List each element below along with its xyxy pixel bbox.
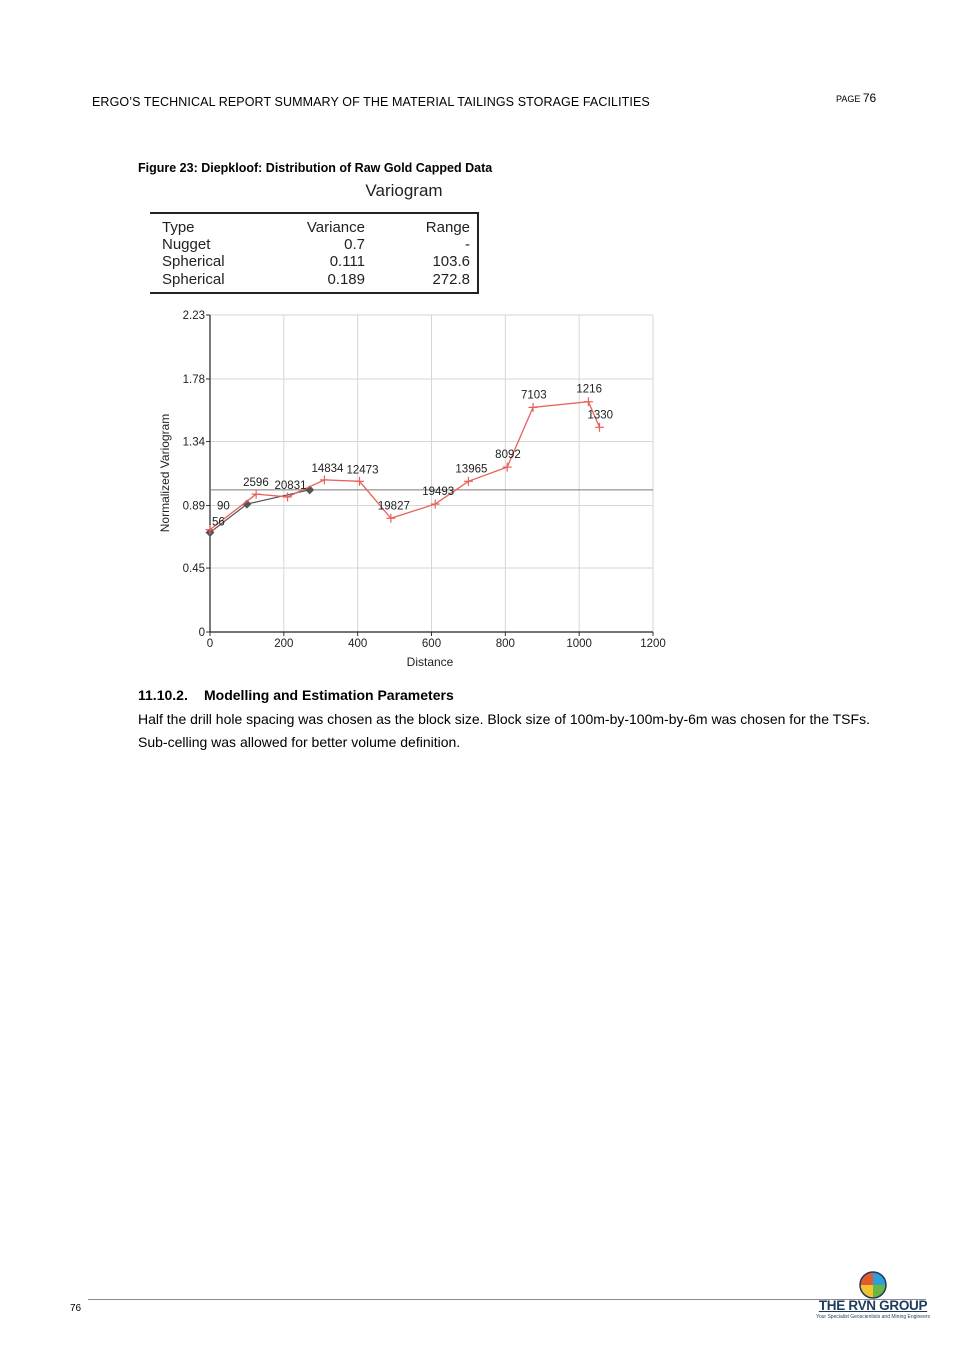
table-row-type: Spherical [162,253,225,270]
table-header-type: Type [162,219,195,236]
section-heading [138,687,454,703]
page-label: PAGE [836,94,861,104]
footer-divider [88,1299,926,1300]
point-label: 20831 [274,479,307,492]
point-label: 19493 [422,486,455,499]
y-tick-label: 0.89 [182,500,205,513]
rvn-logo [810,1268,936,1324]
table-header-range: Range [425,219,470,236]
table-row-range: 103.6 [432,253,470,270]
table-row-range: 272.8 [432,271,470,288]
x-tick-label: 400 [348,638,368,650]
section-number: 11.10.2. [138,687,188,703]
y-axis-label: Normalized Variogram [158,413,172,533]
x-tick-label: 600 [421,638,442,650]
page-indicator [836,91,876,105]
page-number: 76 [862,91,877,105]
table-row-variance: 0.189 [327,271,365,288]
y-tick-label: 0 [198,627,205,639]
table-row-variance: 0.7 [344,236,365,253]
body-paragraph: Half the drill hole spacing was chosen as the block size. Block size of 100m-by-100m-by-6m was chosen for the TSFs. [138,711,870,727]
rvn-logo-icon [858,1270,888,1300]
report-header-title: ERGO’S TECHNICAL REPORT SUMMARY OF THE MATERIAL TAILINGS STORAGE FACILITIES [92,95,650,109]
y-tick-label: 1.34 [182,436,205,449]
point-label: 1330 [587,409,614,422]
x-tick-label: 1200 [640,638,666,650]
model-table [150,213,478,293]
y-tick-label: 0.45 [182,563,205,576]
x-tick-label: 800 [495,638,515,650]
y-tick-label: 1.78 [182,373,205,386]
body-paragraph: Sub-celling was allowed for better volume definition. [138,734,461,750]
point-label: 7103 [521,389,547,402]
point-label: 56 [212,516,225,529]
chart-series [206,397,654,537]
table-row-type: Spherical [162,271,225,288]
point-label: 90 [217,500,230,513]
point-label: 8092 [495,449,521,462]
chart-axes [206,315,653,636]
point-label: 2596 [243,477,269,490]
chart-grid [210,315,653,632]
logo-name: THE RVN GROUP [818,1298,928,1313]
section-title: Modelling and Estimation Parameters [204,687,454,703]
table-row-type: Nugget [162,236,211,253]
logo-tagline: Your Specialist Geoscientists and Mining Engineers [815,1314,931,1320]
x-axis-label: Distance [406,655,454,669]
point-label: 14834 [311,462,344,475]
point-label: 19827 [377,500,410,513]
x-tick-label: 1000 [566,638,592,650]
variogram-chart [150,176,680,676]
y-tick-label: 2.23 [182,310,205,322]
point-label: 12473 [346,464,379,477]
footer-page-number: 76 [70,1303,82,1314]
x-tick-label: 0 [206,638,214,650]
chart-title: Variogram [365,181,443,200]
table-header-variance: Variance [306,219,365,236]
point-label: 1216 [576,383,602,396]
table-row-range: - [465,236,470,253]
x-tick-label: 200 [274,638,294,650]
table-row-variance: 0.111 [329,253,365,270]
figure-caption: Figure 23: Diepkloof: Distribution of Raw Gold Capped Data [138,161,493,175]
point-label: 13965 [455,463,488,476]
